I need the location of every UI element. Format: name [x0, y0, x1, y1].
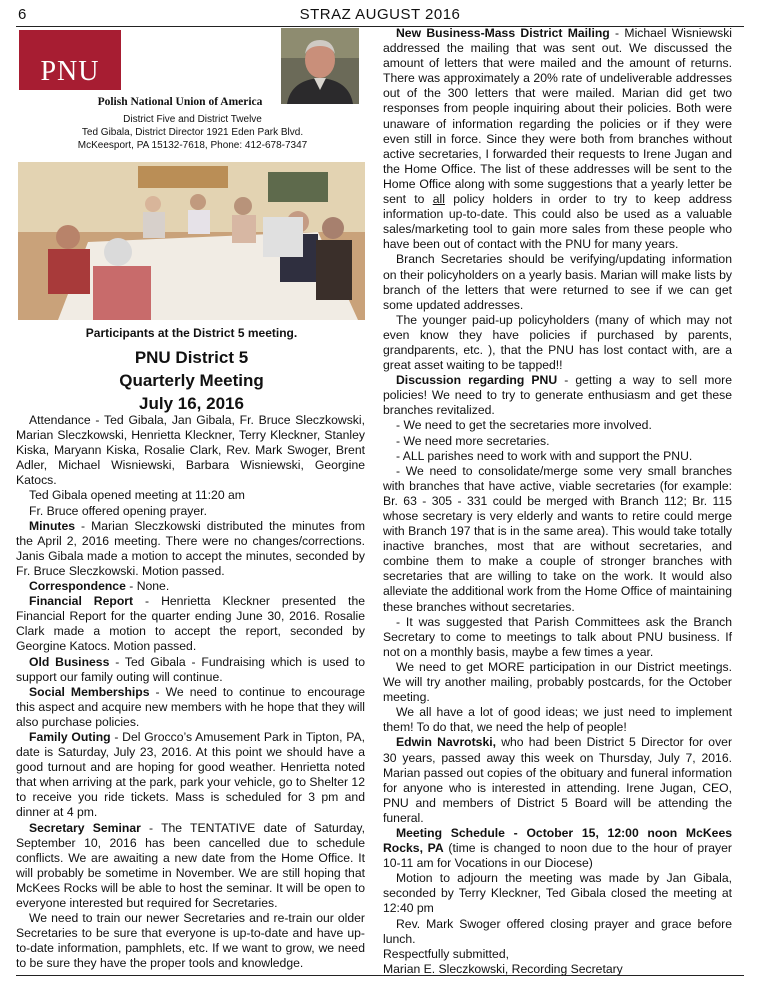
bullet-4: - We need to consolidate/merge some very small branches with branches that have active, viable secretaries (for example: Br. 63 - 305 - 331 could be merged with Branch 112; Br. 115 whose secretary is very elderly and wants to retire could merge with Branch 197 that is in the same area). This would take totally inactive branches, most that are without secretaries, and combine them to make a couple of stronger branches with secretaries that are willing to take on the work. It would also alleviate the additional work from the Home Office of maintaining these branches without secretaries.	[383, 463, 732, 614]
respectfully-line: Respectfully submitted,	[383, 946, 509, 961]
mailing-para: New Business-Mass District Mailing - Michael Wisniewski addressed the mailing that was sent out. We discussed the amount of letters that were mailed and the amount of returns. There was approximately a 20% rate of undeliverable addresses out of the 300 letters that were mailed. Marian did get two responses from people inquiring about their policies. Both were unaware of information regarding the policies or if they were even still in force. Since they were both from branches without active secretaries, I forwarded their requests to Irene Jugan and the Home Office. The list of these addresses will be sent to the Home Office along with some suggestions that a yearly letter be sent to all policy holders in order to try to keep address information up-to-date. This could also be used as a valuable sales/marketing tool to gain more sales from these people who have been out of contact with the PNU for many years.	[383, 26, 732, 252]
org-address: District Five and District Twelve Ted Gibala, District Director 1921 Eden Park Blvd. McKeesport, PA 15132-7618, Phone: 412-678-7347	[77, 114, 308, 151]
org-name: Polish National Union of America	[97, 96, 263, 108]
seminar-para: Secretary Seminar - The TENTATIVE date of Saturday, September 10, 2016 has been cancelled due to schedule conflicts. We are awaiting a new date from the Home Office. It will probably be sometime in November. We are still hoping that McKees Rocks will be able to host the seminar. It will be open to everyone interested but required for Secretaries.	[16, 820, 366, 910]
pnu-logo: PNU	[19, 30, 121, 90]
director-portrait	[281, 28, 359, 104]
edwin-para: Edwin Navrotski, who had been District 5 Director for over 30 years, passed away this week on Thursday, July 7, 2016. Marian passed out copies of the obituary and funeral information for anyone who is interested in attending. Irene Jugan, CEO, PNU and members of District 5 Board will be attending the funeral.	[383, 735, 733, 825]
ideas-para: We all have a lot of good ideas; we just need to implement them! To do that, we need the help of people!	[383, 705, 732, 735]
meeting-photo	[18, 162, 365, 320]
signature-line: Marian E. Sleczkowski, Recording Secretary	[383, 961, 623, 976]
family-para: Family Outing - Del Grocco’s Amusement Park in Tipton, PA, date is Saturday, July 23, 2016. At this point we should have a good turnout and are hoping for good weather. Henrietta noted that when arriving at the park, park your vehicle, go to Shelter 12 to receive you ride tickets. Mass is scheduled for 3 pm and dinner at 4 pm.	[16, 729, 365, 820]
footer-rule	[16, 975, 744, 976]
running-head: STRAZ AUGUST 2016	[299, 6, 461, 23]
minutes-para: Minutes - Marian Sleczkowski distributed the minutes from the April 2, 2016 meeting. There were no changes/corrections. Janis Gibala made a motion to accept the minutes, seconded by Fr. Bruce Sleczkowski. Motion passed.	[16, 518, 365, 578]
bullet-2: - We need more secretaries.	[396, 433, 550, 448]
schedule-para: Meeting Schedule - October 15, 12:00 noon McKees Rocks, PA (time is changed to noon due to the hour of prayer 10-11 am for Vocations in our Diocese)	[383, 825, 732, 871]
left-column	[16, 413, 365, 971]
social-para: Social Memberships - We need to continue to encourage this aspect and acquire new members with he hope that they will also purchase policies.	[16, 684, 365, 729]
page-header	[16, 4, 744, 27]
adjourn-para: Motion to adjourn the meeting was made by Jan Gibala, seconded by Terry Kleckner, Ted Gibala closed the meeting at 12:40 pm	[383, 871, 732, 916]
attendance-para: Attendance - Ted Gibala, Jan Gibala, Fr. Bruce Sleczkowski, Marian Sleczkowski, Henrietta Kleckner, Terry Kleckner, Stanley Kiska, Maryann Kiska, Rosalie Clark, Rev. Mark Swoger, Brent Adler, Michael Wisniewski, Barbara Wisniewski, Georgine Katocs.	[16, 413, 365, 488]
younger-para: The younger paid-up policyholders (many of which may not even know they have policies if purchased by parents, grandparents, etc. ), that the PNU has lost contact with, are a great asset waiting to be tapped!!	[383, 312, 732, 373]
discussion-para: Discussion regarding PNU - getting a way to sell more policies! We need to try to generate enthusiasm and get these branches revitalized.	[383, 373, 732, 418]
train-para: We need to train our newer Secretaries and re-train our older Secretaries to be sure that everyone is up-to-date and have up-to-date information, pamphlets, etc. If we want to grow, we need to be sure they have the proper tools and knowledge.	[16, 911, 365, 971]
old-business-para: Old Business - Ted Gibala - Fundraising which is used to support our family outing will continue.	[16, 654, 366, 684]
bullet-1: - We need to get the secretaries more involved.	[396, 418, 652, 433]
bullet-3: - ALL parishes need to work with and support the PNU.	[396, 448, 693, 463]
opened-para: Ted Gibala opened meeting at 11:20 am	[29, 488, 245, 503]
branch-para: Branch Secretaries should be verifying/updating information on their policyholders on a yearly basis. Marian will make lists by branch of the letters that were returned to see if we can get some updated addresses.	[383, 252, 732, 312]
article-title: PNU District 5 Quarterly Meeting July 16, 2016	[119, 348, 264, 413]
page-number: 6	[18, 6, 27, 23]
financial-para: Financial Report - Henrietta Kleckner presented the Financial Report for the quarter ending June 30, 2016. Rosalie Clark made a motion to accept the report, seconded by Georgine Katocs. Motion passed.	[16, 594, 366, 654]
correspondence-para: Correspondence - None.	[29, 579, 170, 594]
closing-para: Rev. Mark Swoger offered closing prayer and grace before lunch.	[383, 916, 732, 946]
participation-para: We need to get MORE participation in our District meetings. We will try another mailing, probably postcards, for the October meeting.	[383, 659, 732, 705]
right-column	[383, 26, 732, 977]
photo-caption: Participants at the District 5 meeting.	[85, 326, 298, 340]
prayer-para: Fr. Bruce offered opening prayer.	[29, 503, 207, 518]
bullet-5: - It was suggested that Parish Committees ask the Branch Secretary to come to meetings to talk about PNU business. If not on a monthly basis, maybe a few times a year.	[383, 614, 732, 659]
